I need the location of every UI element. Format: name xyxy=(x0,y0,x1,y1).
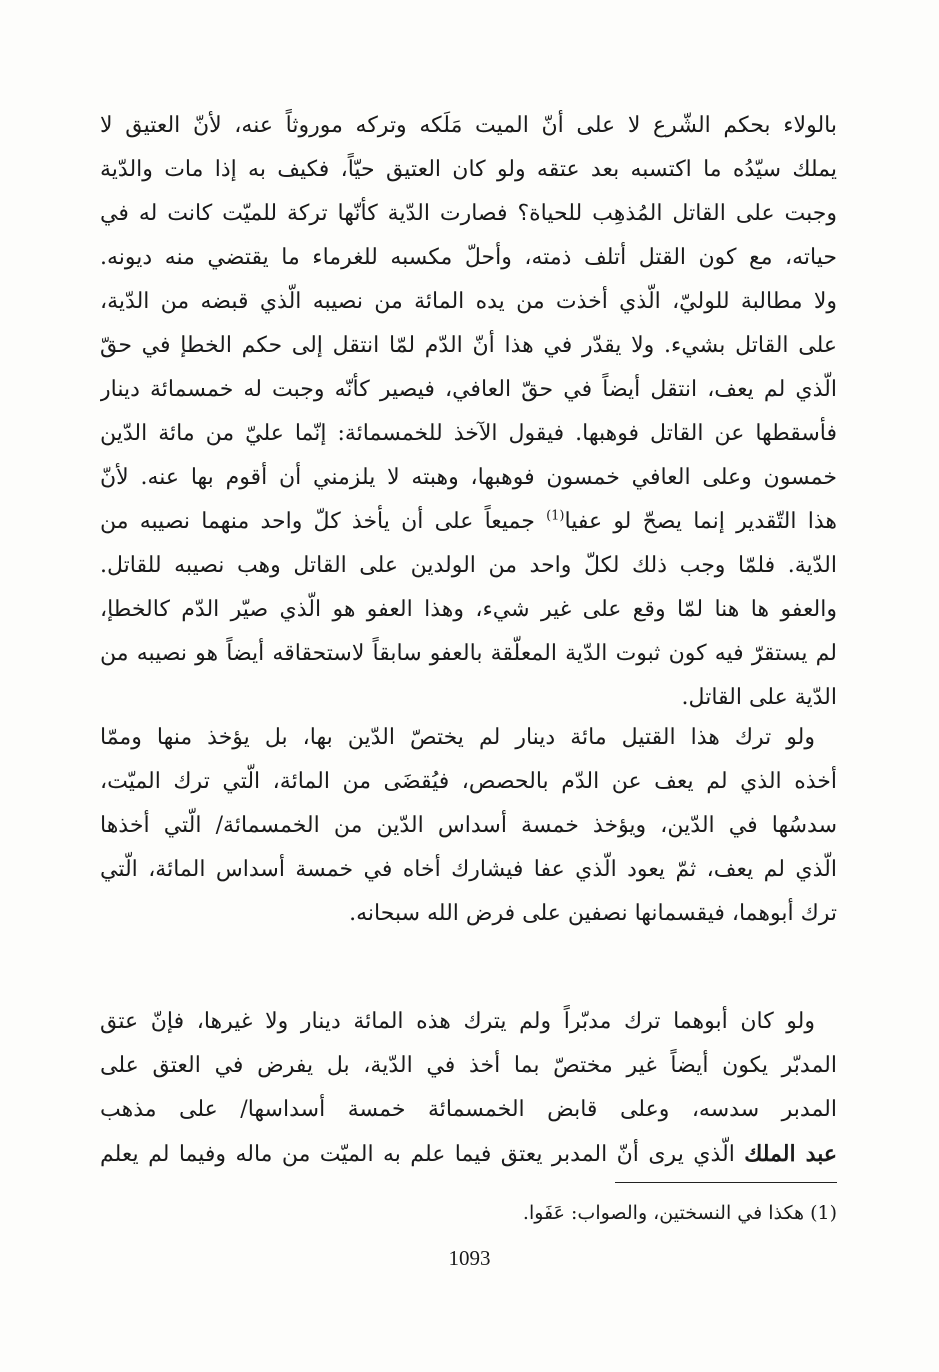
paragraph-3 xyxy=(100,1000,837,1176)
text-line: حياته، مع كون القتل أتلف ذمته، وأحلّ مكسبه للغرماء ما يقتضي منه ديونه. xyxy=(100,245,837,270)
text-line: وجبت على القاتل المُذهِب للحياة؟ فصارت الدّية كأنّها تركة للميّت كانت له في xyxy=(100,201,837,226)
text-line: أخذه الذي لم يعف عن الدّم بالحصص، فيُقضَى من المائة، الّتي ترك الميّت، xyxy=(100,769,837,794)
text-line: والعفو ها هنا لمّا وقع على غير شيء، وهذا العفو هو الّذي صيّر الدّم كالخطإ، xyxy=(100,597,837,622)
text-line: ترك أبوهما، فيقسمانها نصفين على فرض الله سبحانه. xyxy=(349,901,837,926)
paragraph-1 xyxy=(100,104,837,720)
text-fragment: هذا التّقدير إنما يصحّ لو عفيا xyxy=(564,509,837,534)
paragraph-2 xyxy=(100,716,837,936)
text-line: المدبّر يكون أيضاً غير مختصّ بما أخذ في الدّية، بل يفرض في العتق على xyxy=(100,1053,837,1078)
footnote-divider xyxy=(615,1182,837,1183)
footnote-text: هكذا في النسختين، والصواب: عَفَوا. xyxy=(522,1202,811,1224)
text-line-with-name xyxy=(100,1132,837,1176)
text-line: ولو كان أبوهما ترك مدبّراً ولم يترك هذه المائة دينار ولا غيرها، فإنّ عتق xyxy=(100,1009,815,1034)
text-line: ولا مطالبة للوليّ، الّذي أخذت من يده المائة من نصيبه الّذي قبضه من الدّية، xyxy=(100,289,837,314)
page-number: 1093 xyxy=(448,1246,491,1270)
text-line: على القاتل بشيء. ولا يقدّر في هذا أنّ الدّم لمّا انتقل إلى حكم الخطإ في حقّ xyxy=(100,333,837,358)
text-line: يملك سيّدُه ما اكتسبه بعد عتقه ولو كان العتيق حيّاً، فكيف به إذا مات والدّية xyxy=(100,157,837,182)
text-line: فأسقطها عن القاتل فوهبها. فيقول الآخذ للخمسمائة: إنّما عليّ من مائة الدّين xyxy=(100,421,837,446)
text-line-with-footnote xyxy=(100,500,837,544)
text-line: بالولاء بحكم الشّرع لا على أنّ الميت مَلَكه وتركه موروثاً عنه، لأنّ العتيق لا xyxy=(100,113,837,138)
text-line: لم يستقرّ فيه كون ثبوت الدّية المعلّقة بالعفو سابقاً لاستحقاقه أيضاً هو نصيبه من xyxy=(100,641,837,666)
text-fragment: الّذي يرى أنّ المدبر يعتق فيما علم به الميّت من ماله وفيما لم يعلم xyxy=(100,1142,745,1167)
text-fragment: جميعاً على أن يأخذ كلّ واحد منهما نصيبه من xyxy=(100,509,547,534)
footnote-marker[interactable]: (1) xyxy=(546,508,565,524)
text-line: الدّية. فلمّا وجب ذلك لكلّ واحد من الولدين على القاتل وهب نصيبه للقاتل. xyxy=(100,553,837,578)
text-line: الدّية على القاتل. xyxy=(681,685,837,710)
text-line: الّذي لم يعف، ثمّ يعود الّذي عفا فيشارك أخاه في خمسة أسداس المائة، الّتي xyxy=(100,857,837,882)
footnote xyxy=(337,1198,837,1228)
text-line: الّذي لم يعف، انتقل أيضاً في حقّ العافي، فيصير كأنّه وجبت له خمسمائة دينار xyxy=(100,377,837,402)
bold-name: عبد الملك xyxy=(744,1141,837,1167)
text-line: المدبر سدسه، وعلى قابض الخمسمائة خمسة أسداسها/ على مذهب xyxy=(100,1097,837,1122)
text-line: خمسون وعلى العافي خمسون فوهبها، وهبته لا يلزمني أن أقوم بها عنه. لأنّ xyxy=(100,465,837,490)
text-line: سدسُها في الدّين، ويؤخذ خمسة أسداس الدّين من الخمسمائة/ الّتي أخذها xyxy=(100,813,837,838)
footnote-number: (1) xyxy=(810,1202,837,1224)
text-line: ولو ترك هذا القتيل مائة دينار لم يختصّ الدّين بها، بل يؤخذ منها وممّا xyxy=(100,725,815,750)
